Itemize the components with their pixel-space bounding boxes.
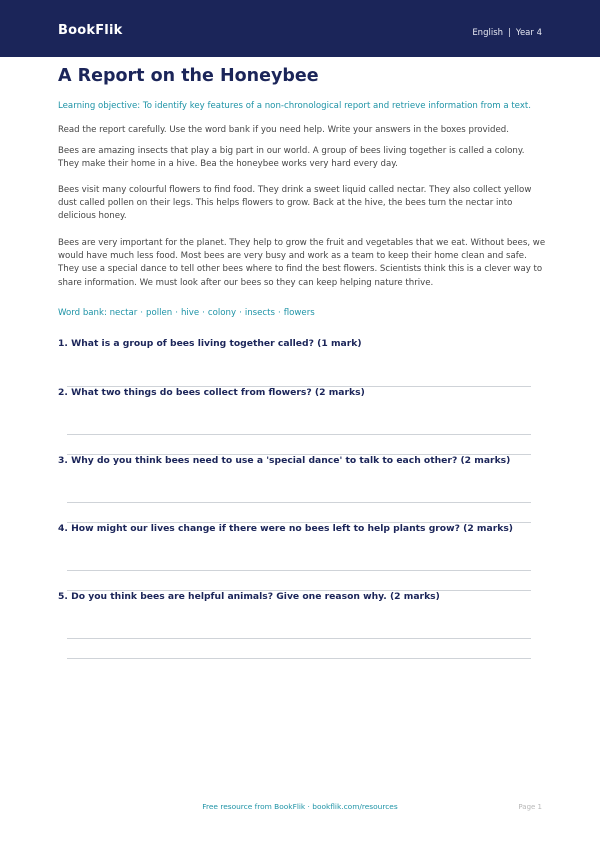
word-bank-dot: · (140, 308, 143, 318)
question-4: 4. How might our lives change if there were no bees left to help plants grow? (2 marks) (58, 523, 514, 534)
page-number: Page 1 (518, 803, 542, 811)
meta-separator: | (508, 28, 511, 38)
answer-line-q5[interactable] (67, 658, 531, 659)
answer-line-q4[interactable] (67, 570, 531, 571)
answer-line-q3[interactable] (67, 502, 531, 503)
footer-resource-link[interactable]: Free resource from BookFlik · bookflik.com/resources (202, 802, 398, 811)
word-bank-dot: · (277, 308, 281, 318)
word-bank-label: Word bank: (58, 308, 107, 318)
answer-line-q5[interactable] (67, 638, 531, 639)
question-3: 3. Why do you think bees need to use a 'special dance' to talk to each other? (2 marks) (58, 455, 511, 466)
word-bank (58, 308, 315, 318)
brand-logo-text: BookFlik (58, 23, 123, 38)
report-paragraph-1: Bees are amazing insects that play a big part in our world. A group of bees living together is called a colony. They make their home in a hive. Bea the honeybee works very hard every day. (58, 146, 525, 170)
question-5: 5. Do you think bees are helpful animals? Give one reason why. (2 marks) (58, 591, 440, 602)
question-2: 2. What two things do bees collect from flowers? (2 marks) (58, 387, 365, 398)
word-bank-word: hive (180, 308, 200, 318)
page-title: A Report on the Honeybee (58, 66, 319, 86)
word-bank-dot: · (175, 308, 178, 318)
top-banner (0, 0, 600, 57)
subject-label: English (472, 28, 504, 38)
word-bank-dot: · (202, 308, 205, 318)
question-1: 1. What is a group of bees living together called? (1 mark) (58, 338, 362, 349)
answer-line-q2[interactable] (67, 434, 531, 435)
learning-objective: Learning objective: To identify key features of a non-chronological report and retrieve information from a text. (58, 101, 532, 111)
report-paragraph-3: Bees are very important for the planet. They help to grow the fruit and vegetables that we eat. Without bees, we would have much less food. Most bees are very busy and work as a team to keep their home clean and safe. They use a special dance to tell other bees where to find the best flowers. Scientists think this is a clever way to share information. We must look after our bees so they can keep helping nature thrive. (58, 238, 546, 288)
report-paragraph-2: Bees visit many colourful flowers to find food. They drink a sweet liquid called nectar. They also collect yellow dust called pollen on their legs. This helps flowers to grow. Back at the hive, the bees turn the nectar into delicious honey. (58, 185, 532, 222)
word-bank-word: nectar (109, 308, 138, 318)
word-bank-word: colony (207, 308, 237, 318)
year-label: Year 4 (515, 28, 542, 38)
word-bank-word: insects (244, 308, 275, 318)
subject-year-label (472, 28, 542, 38)
instructions-text: Read the report carefully. Use the word bank if you need help. Write your answers in the boxes provided. (58, 125, 509, 135)
word-bank-word: pollen (145, 308, 173, 318)
word-bank-word: flowers (283, 308, 315, 318)
word-bank-dot: · (239, 308, 242, 318)
